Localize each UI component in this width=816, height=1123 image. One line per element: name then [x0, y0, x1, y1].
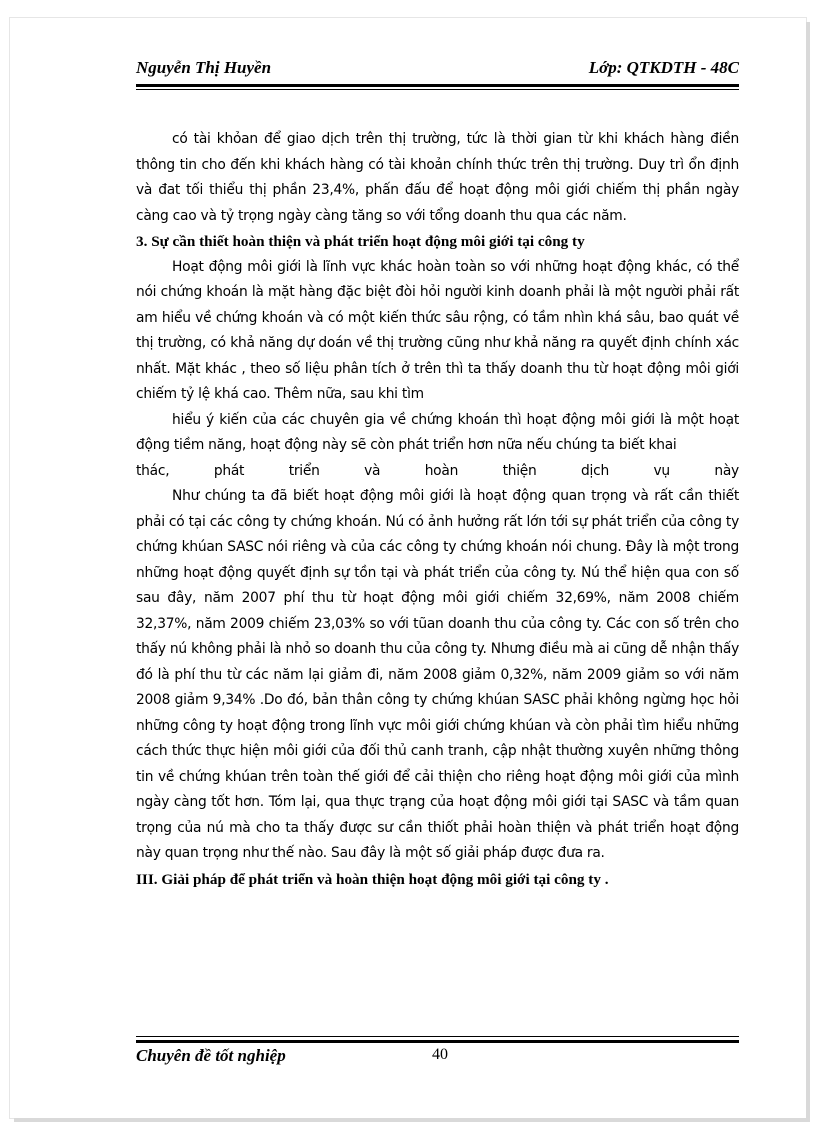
- section-heading-iii: III. Giải pháp để phát triển và hoàn thiện hoạt động môi giới tại công ty .: [136, 870, 609, 888]
- word: dịch: [581, 462, 609, 479]
- body-text: [136, 127, 739, 892]
- word: và: [364, 462, 381, 479]
- word: này: [714, 462, 739, 479]
- footer-rule-thin: [136, 1036, 739, 1037]
- word: phát: [213, 462, 245, 479]
- paragraph-3-last-line: [136, 459, 739, 485]
- paragraph-2: Hoạt động môi giới là lĩnh vực khác hoàn toàn so với những hoạt động khác, có thể nói chứng khoán là mặt hàng đặc biệt đòi hỏi người kinh doanh phải là một người phải rất am hiểu về chứng khoán và có một kiến thức sâu rộng, có tầm nhìn khá sâu, bao quát về thị trường, có khả năng dự doán về thị trường cũng như khả năng ra quyết định chính xác nhất. Mặt khác , theo số liệu phân tích ở trên thì ta thấy doanh thu từ hoạt động môi giới chiếm tỷ lệ khá cao. Thêm nữa, sau khi tìm: [136, 258, 739, 402]
- page-footer: [136, 1046, 739, 1070]
- footer-title: Chuyên đề tốt nghiệp: [136, 1046, 286, 1065]
- page-header: [136, 58, 739, 84]
- header-rule-thick: [136, 84, 739, 87]
- word: triển: [288, 462, 320, 479]
- header-rule-thin: [136, 89, 739, 90]
- paragraph-1: có tài khỏan để giao dịch trên thị trường, tức là thời gian từ khi khách hàng điền thông tin cho đến khi khách hàng có tài khoản chính thức trên thị trường. Duy trì ổn định và đat tối thiểu thị phần 23,4%, phấn đấu để hoạt động môi giới chiếm thị phần ngày càng cao và tỷ trọng ngày càng tăng so với tổng doanh thu qua các năm.: [136, 131, 739, 224]
- word: thiện: [502, 462, 537, 479]
- header-class: Lớp: QTKDTH - 48C: [588, 58, 739, 77]
- word: vụ: [653, 462, 670, 479]
- section-heading-3: 3. Sự cần thiết hoàn thiện và phát triển hoạt động môi giới tại công ty: [136, 233, 585, 250]
- header-author: Nguyễn Thị Huyền: [136, 58, 272, 77]
- paragraph-3: hiểu ý kiến của các chuyên gia về chứng khoán thì hoạt động môi giới là một hoạt động tiềm năng, hoạt động này sẽ còn phát triển hơn nữa nếu chúng ta biết khai: [136, 411, 739, 453]
- footer-rule-thick: [136, 1040, 739, 1043]
- word: hoàn: [424, 462, 459, 479]
- word: thác,: [136, 462, 170, 479]
- page-number: 40: [432, 1046, 448, 1063]
- paragraph-4: Như chúng ta đã biết hoạt động môi giới là hoạt động quan trọng và rất cần thiết phải có tại các công ty chứng khoán. Nú có ảnh hưởng rất lớn tới sự phát triển của công ty chứng khúan SASC nói riêng và của các công ty chứng khoán nói chung. Đây là một trong những hoạt động quyết định sự tồn tại và phát triển của công ty. Nú thể hiện qua con số sau đây, năm 2007 phí thu từ hoạt động môi giới chiếm 32,69%, năm 2008 chiếm 32,37%, năm 2009 chiếm 23,03% so với tũan doanh thu của công ty. Các con số trên cho thấy nú không phải là nhỏ so doanh thu của công ty. Nhưng điều mà ai cũng dễ nhận thấy đó là phí thu từ các năm lại giảm đi, năm 2008 giảm 0,32%, năm 2009 giảm so với năm 2008 giảm 9,34% .Do đó, bản thân công ty chứng khúan SASC phải không ngừng học hỏi những công ty hoạt động trong lĩnh vực môi giới chứng khúan và còn phải tìm hiểu những cách thức thực hiện môi giới của đối thủ canh tranh, cập nhật thường xuyên những thông tin về chứng khúan trên toàn thế giới để cải thiện cho riêng hoạt động môi giới của mình ngày càng tốt hơn. Tóm lại, qua thực trạng của hoạt động môi giới tại SASC và tầm quan trọng của nú mà cho ta thấy được sư cần thiốt phải hoàn thiện và phát triển hoạt động này quan trọng như thế nào. Sau đây là một số giải pháp được đưa ra.: [136, 488, 739, 861]
